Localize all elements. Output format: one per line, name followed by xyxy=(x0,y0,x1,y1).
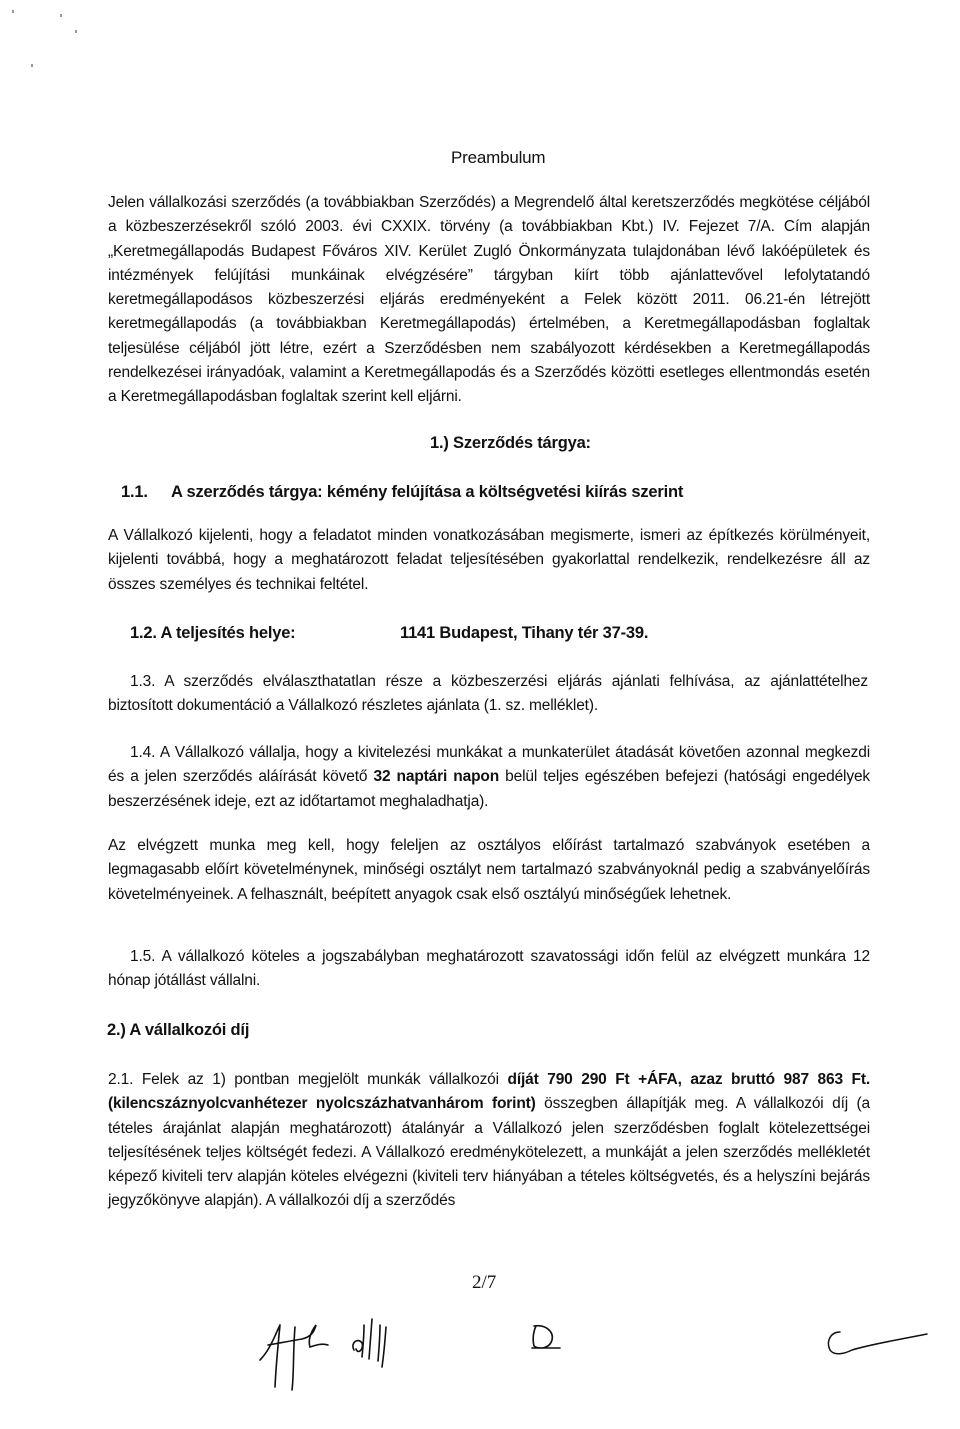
signature-1 xyxy=(250,1305,340,1395)
scan-speck xyxy=(31,64,33,67)
section-1-title: 1.) Szerződés tárgya: xyxy=(430,434,591,452)
scan-speck xyxy=(75,30,77,33)
subsection-2-1-part1: 2.1. Felek az 1) pontban megjelölt munkák vállalkozói xyxy=(108,1071,508,1088)
subsection-1-1-number: 1.1. xyxy=(121,483,148,501)
quality-requirements-paragraph: Az elvégzett munka meg kell, hogy feleljen az osztályos előírást tartalmazó szabványok esetében a legmagasabb előírt követelménynek, minőségi osztályt nem tartalmazó szabványoknál pedig a szabványelőírás követelményeinek. A felhasznált, beépített anyagok csak első osztályú minőségűek lehetnek. xyxy=(108,837,870,903)
subsection-1-1-text: A Vállalkozó kijelenti, hogy a feladatot minden vonatkozásában megismerte, ismeri az építkezés körülményeit, kijelenti továbbá, hogy a meghatározott feladat teljesítésében gyakorlattal rendelkezik, rendelkezésre áll az összes személyes és technikai feltétel. xyxy=(108,527,870,593)
signature-4 xyxy=(822,1322,932,1362)
preamble-title: Preambulum xyxy=(451,148,546,167)
performance-place-value: 1141 Budapest, Tihany tér 37-39. xyxy=(400,624,649,642)
subsection-2-1-text xyxy=(108,1068,870,1214)
subsection-1-5-text: 1.5. A vállalkozó köteles a jogszabályban meghatározott szavatossági időn felül az elvégzett munkára 12 hónap jótállást vállalni. xyxy=(108,948,870,990)
subsection-1-3-text: 1.3. A szerződés elválaszthatatlan része a közbeszerzési eljárás ajánlati felhívása, az ajánlattételhez biztosított dokumentáció a Vállalkozó részletes ajánlata (1. sz. melléklet). xyxy=(108,673,868,715)
section-2-title: 2.) A vállalkozói díj xyxy=(107,1021,250,1039)
contract-fee: díját 790 290 Ft +ÁFA, azaz bruttó 987 863 Ft. (kilencszáznyolcvanhétezer nyolcszázhatvanhárom forint) xyxy=(108,1071,870,1113)
signature-3 xyxy=(526,1318,566,1358)
signature-2 xyxy=(346,1305,406,1375)
preamble-paragraph: Jelen vállalkozási szerződés (a továbbiakban Szerződés) a Megrendelő által keretszerződés megkötése céljából a közbeszerzésekről szóló 2003. évi CXXIX. törvény (a továbbiakban Kbt.) IV. Fejezet 7/A. Cím alapján „Keretmegállapodás Budapest Főváros XIV. Kerület Zugló Önkormányzata tulajdonában lévő lakóépületek és intézmények felújítási munkáinak elvégzésére” tárgyban kiírt több ajánlattevővel lefolytatandó keretmegállapodásos közbeszerzési eljárás eredményeként a Felek között 2011. 06.21-én létrejött keretmegállapodás (a továbbiakban Keretmegállapodás) értelmében, a Keretmegállapodásban foglaltak teljesülése céljából jött létre, ezért a Szerződésben nem szabályozott kérdésekben a Keretmegállapodás rendelkezései irányadóak, valamint a Keretmegállapodás és a Szerződés közötti esetleges ellentmondás esetén a Keretmegállapodásban foglaltak szerint kell eljárni. xyxy=(108,194,870,406)
scan-speck xyxy=(60,14,62,17)
subsection-1-4-text xyxy=(108,741,870,814)
deadline-days: 32 naptári napon xyxy=(373,768,500,786)
subsection-1-4-text-before: 1.4. A Vállalkozó vállalja, hogy a kivitelezési munkákat a munkaterület átadását követően azonnal megkezdi és a jelen szerződés aláírását követő xyxy=(108,744,870,786)
page-number: 2/7 xyxy=(472,1272,497,1293)
subsection-1-4-text-after: belül teljes egészében befejezi (hatósági engedélyek beszerzésének ideje, ezt az időtartamot meghaladhatja). xyxy=(108,768,871,810)
subsection-2-1-part2: összegben állapítják meg. A vállalkozói díj (a tételes árajánlat alapján meghatározott) átalányár a Vállalkozó jelen szerződésben foglalt kötelezettségei teljesítésének teljes költségét fedezi. A Vállalkozó eredménykötelezett, a munkáját a jelen szerződés mellékletét képező kiviteli terv alapján köteles elvégezni (kiviteli terv hiányában a tételes költségvetés, és a helyszíni bejárás jegyzőkönyve alapján). A vállalkozói díj a szerződés xyxy=(108,1095,870,1210)
scan-speck xyxy=(12,10,14,13)
subsection-1-1-title: A szerződés tárgya: kémény felújítása a költségvetési kiírás szerint xyxy=(171,483,684,501)
performance-place-label: 1.2. A teljesítés helye: xyxy=(130,624,296,642)
